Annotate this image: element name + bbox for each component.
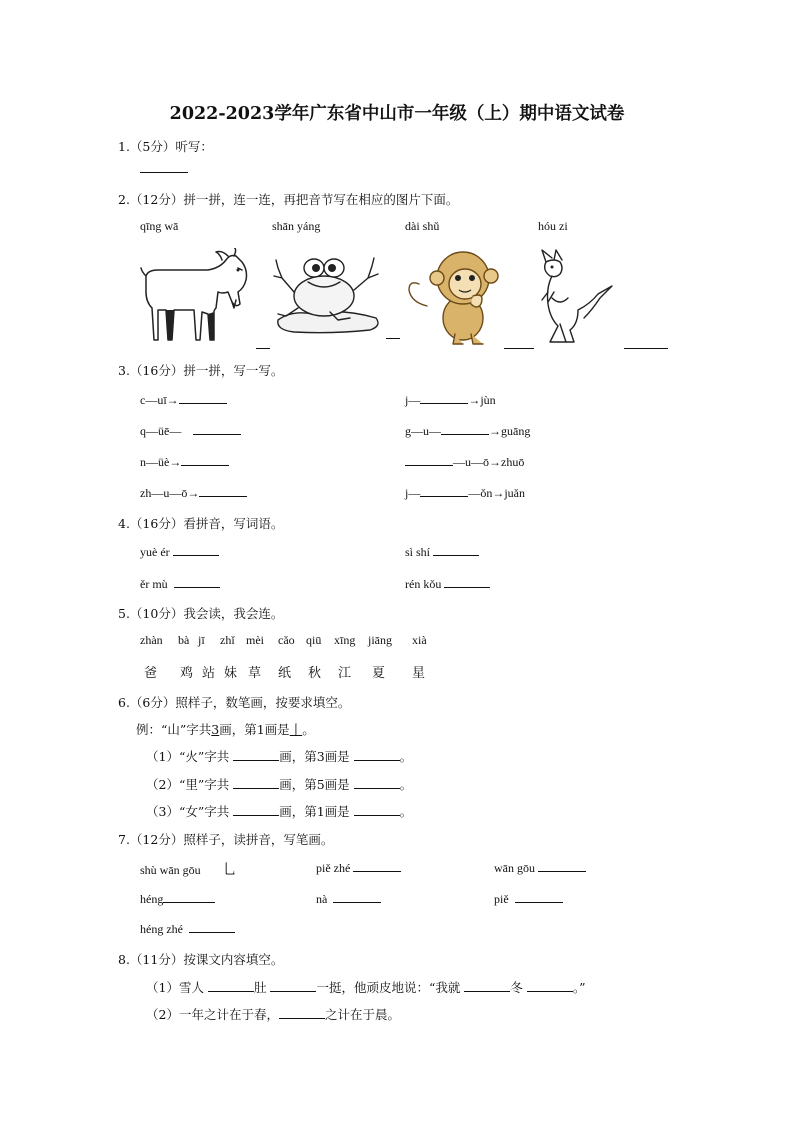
character[interactable]: 草: [248, 666, 262, 681]
answer-blank[interactable]: [179, 391, 227, 404]
answer-blank[interactable]: [233, 803, 279, 816]
pinyin-word[interactable]: bà: [178, 633, 190, 647]
character[interactable]: 纸: [278, 666, 292, 681]
answer-blank[interactable]: [233, 748, 279, 761]
spell-item: j— —ǒn→juǎn: [405, 486, 526, 500]
stroke-example: shù wān gōu 乚: [140, 863, 237, 878]
example-stroke: 乚: [222, 863, 237, 878]
answer-blank[interactable]: [140, 160, 188, 176]
pinyin-word[interactable]: zhàn: [140, 633, 163, 647]
pinyin-label: dài shǔ: [405, 219, 440, 233]
answer-blank[interactable]: [504, 336, 534, 352]
question-4-label: 4.（16分）看拼音，写词语。: [118, 516, 284, 531]
pinyin-word[interactable]: xià: [412, 633, 427, 647]
stroke-item: （3）“女”字共 画，第1画是 。: [146, 804, 413, 819]
answer-blank[interactable]: [163, 890, 215, 903]
pinyin-word[interactable]: jiāng: [368, 633, 392, 647]
spell-item: j— →jùn: [405, 393, 496, 407]
answer-blank[interactable]: [527, 979, 573, 992]
answer-blank[interactable]: [270, 979, 316, 992]
answer-blank[interactable]: [444, 575, 490, 588]
answer-blank[interactable]: [420, 391, 468, 404]
stroke-item: （2）“里”字共 画，第5画是 。: [146, 777, 413, 792]
question-7-label: 7.（12分）照样子，读拼音，写笔画。: [118, 832, 334, 847]
spell-item: zh—u—ō→: [140, 484, 247, 501]
kangaroo-illustration: [538, 248, 614, 348]
fill-line-2: （2）一年之计在于春， 之计在于晨。: [146, 1007, 400, 1022]
answer-blank[interactable]: [464, 979, 510, 992]
answer-blank[interactable]: [174, 575, 220, 588]
pinyin-word[interactable]: xīng: [334, 633, 356, 647]
character[interactable]: 爸: [144, 666, 158, 681]
word-item: yuè ér: [140, 543, 219, 560]
character[interactable]: 秋: [308, 666, 322, 681]
answer-blank[interactable]: [199, 484, 247, 497]
word-item: sì shí: [405, 543, 479, 560]
frog-illustration: [272, 248, 384, 338]
pinyin-label: hóu zi: [538, 219, 568, 233]
stroke-item: nà: [316, 890, 381, 907]
question-6-label: 6.（6分）照样子，数笔画，按要求填空。: [118, 695, 351, 710]
stroke-item: （1）“火”字共 画，第3画是 。: [146, 749, 413, 764]
page-title: 2022-2023学年广东省中山市一年级（上）期中语文试卷: [169, 104, 625, 124]
pinyin-label: qīng wā: [140, 219, 179, 233]
stroke-item: wān gōu: [494, 859, 586, 876]
answer-blank[interactable]: [333, 890, 381, 903]
pinyin-word[interactable]: cǎo: [278, 633, 295, 647]
answer-blank[interactable]: [515, 890, 563, 903]
question-1-label: 1.（5分）听写：: [118, 139, 213, 154]
answer-blank[interactable]: [256, 336, 270, 352]
answer-blank[interactable]: [233, 776, 279, 789]
answer-blank[interactable]: [354, 803, 400, 816]
goat-illustration: [138, 248, 256, 348]
answer-blank[interactable]: [181, 453, 229, 466]
answer-blank[interactable]: [173, 543, 219, 556]
pinyin-word[interactable]: zhǐ: [220, 633, 235, 647]
character[interactable]: 江: [338, 666, 352, 681]
question-2-label: 2.（12分）拼一拼，连一连，再把音节写在相应的图片下面。: [118, 192, 459, 207]
pinyin-word[interactable]: mèi: [246, 633, 264, 647]
stroke-item: héng: [140, 890, 215, 907]
character[interactable]: 鸡: [180, 666, 194, 681]
character[interactable]: 妹: [224, 666, 238, 681]
spell-item: g—u— →guāng: [405, 424, 531, 438]
question-3-label: 3.（16分）拼一拼，写一写。: [118, 363, 284, 378]
spell-item: c—uī→: [140, 391, 227, 408]
stroke-item: héng zhé: [140, 920, 235, 937]
answer-blank[interactable]: [433, 543, 479, 556]
answer-blank[interactable]: [354, 748, 400, 761]
question-5-label: 5.（10分）我会读，我会连。: [118, 606, 284, 621]
stroke-item: piě zhé: [316, 859, 401, 876]
answer-blank[interactable]: [193, 422, 241, 435]
word-item: rén kǒu: [405, 575, 490, 592]
answer-blank[interactable]: [353, 859, 401, 872]
character[interactable]: 夏: [372, 666, 386, 681]
monkey-illustration: [405, 246, 505, 348]
pinyin-word[interactable]: jī: [198, 633, 205, 647]
answer-blank[interactable]: [405, 453, 453, 466]
answer-blank[interactable]: [189, 920, 235, 933]
example-answer: 3: [211, 722, 220, 737]
example-line: 例：“山”字共3画，第1画是丨。: [136, 722, 315, 737]
answer-blank[interactable]: [420, 484, 468, 497]
answer-blank[interactable]: [279, 1006, 325, 1019]
character[interactable]: 星: [412, 666, 426, 681]
spell-item: —u—ō→zhuō: [405, 453, 524, 470]
answer-blank[interactable]: [624, 336, 668, 352]
question-8-label: 8.（11分）按课文内容填空。: [118, 952, 284, 967]
word-item: ěr mù: [140, 575, 220, 592]
pinyin-label: shān yáng: [272, 219, 321, 233]
answer-blank[interactable]: [208, 979, 254, 992]
fill-line-1: （1）雪人 肚 一挺，他顽皮地说：“我就 冬 。”: [146, 980, 586, 995]
answer-blank[interactable]: [354, 776, 400, 789]
spell-item: n—üè→: [140, 453, 229, 470]
stroke-item: piě: [494, 890, 563, 907]
answer-blank[interactable]: [386, 326, 400, 342]
example-stroke: 丨: [289, 722, 303, 737]
pinyin-word[interactable]: qiū: [306, 633, 322, 647]
spell-item: q—üē—: [140, 422, 241, 439]
answer-blank[interactable]: [538, 859, 586, 872]
character[interactable]: 站: [202, 666, 216, 681]
answer-blank[interactable]: [441, 422, 489, 435]
